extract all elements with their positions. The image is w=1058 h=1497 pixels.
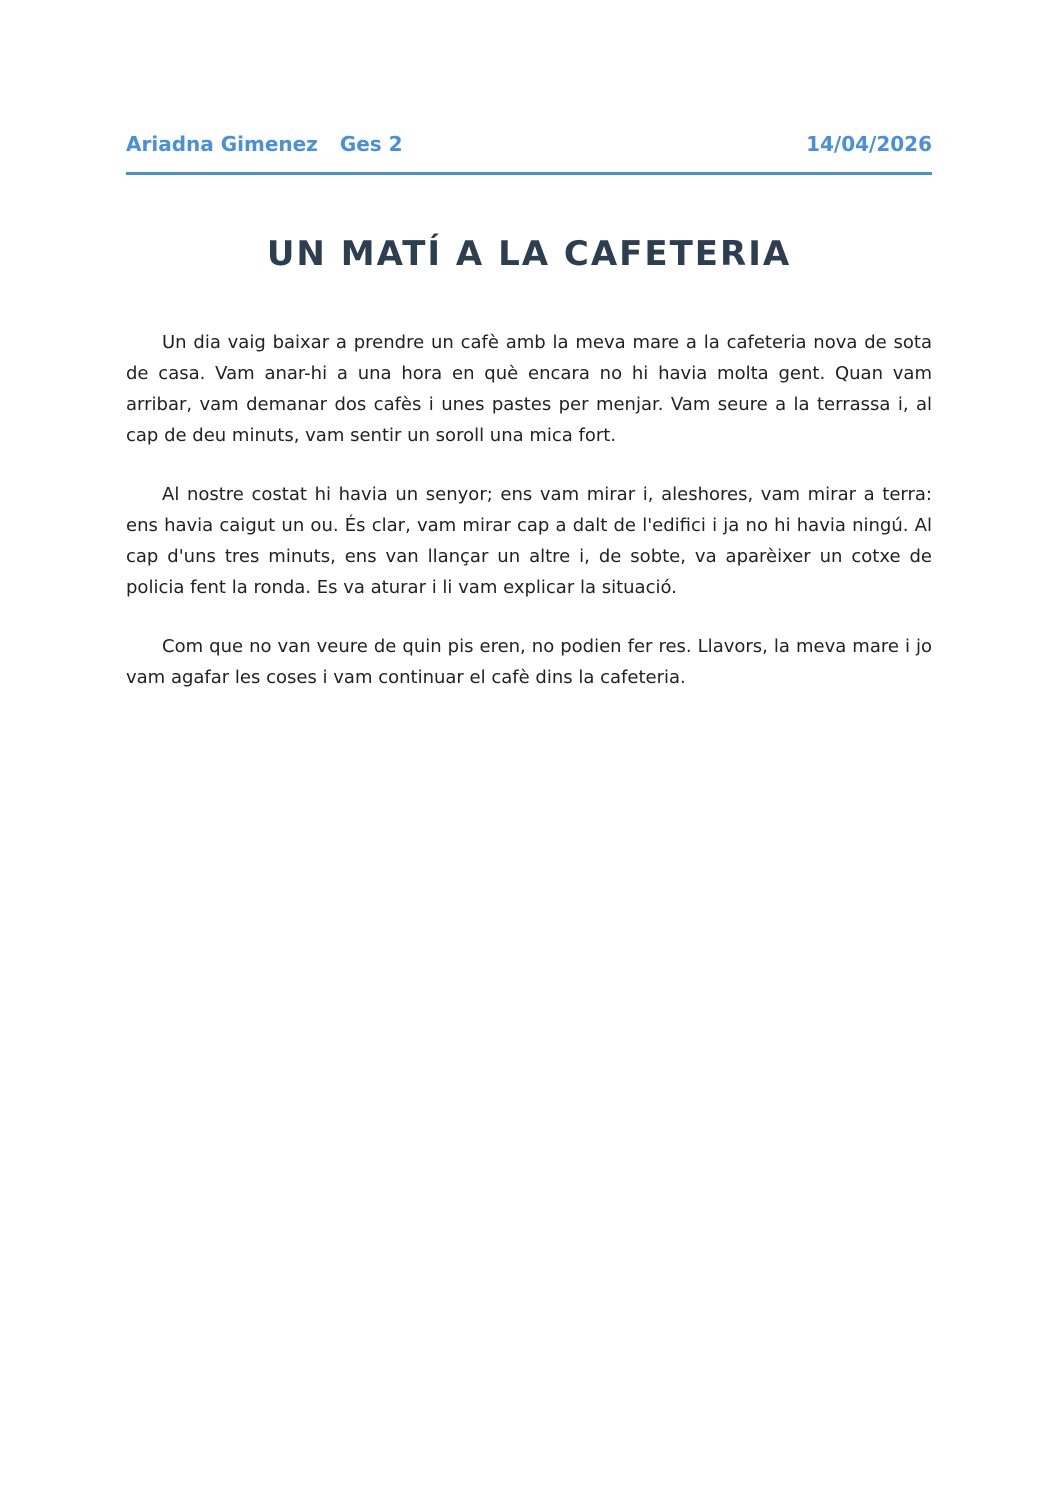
- document-header: [126, 128, 932, 160]
- header-left-group: [126, 132, 403, 156]
- paragraph-3: Com que no van veure de quin pis eren, no podien fer res. Llavors, la meva mare i jo vam agafar les coses i vam continuar el cafè dins la cafeteria.: [126, 636, 932, 688]
- paragraph-1: Un dia vaig baixar a prendre un cafè amb la meva mare a la cafeteria nova de sota de casa. Vam anar-hi a una hora en què encara no hi havia molta gent. Quan vam arribar, vam demanar dos cafès i unes pastes per menjar. Vam seure a la terrassa i, al cap de deu minuts, vam sentir un soroll una mica fort.: [126, 332, 932, 446]
- paragraph-2: Al nostre costat hi havia un senyor; ens vam mirar i, aleshores, vam mirar a terra: ens havia caigut un ou. És clar, vam mirar cap a dalt de l'edifici i ja no hi havia ningú. Al cap d'uns tres minuts, ens van llançar un altre i, de sobte, va aparèixer un cotxe de policia fent la ronda. Es va aturar i li vam explicar la situació.: [126, 484, 932, 598]
- class-name: Ges 2: [339, 132, 403, 156]
- document-date: 14/04/2026: [806, 132, 932, 156]
- document-body: [126, 327, 932, 721]
- student-name: Ariadna Gimenez: [126, 132, 318, 156]
- header-divider: [126, 172, 932, 175]
- document-title: UN MATÍ A LA CAFETERIA: [266, 234, 792, 274]
